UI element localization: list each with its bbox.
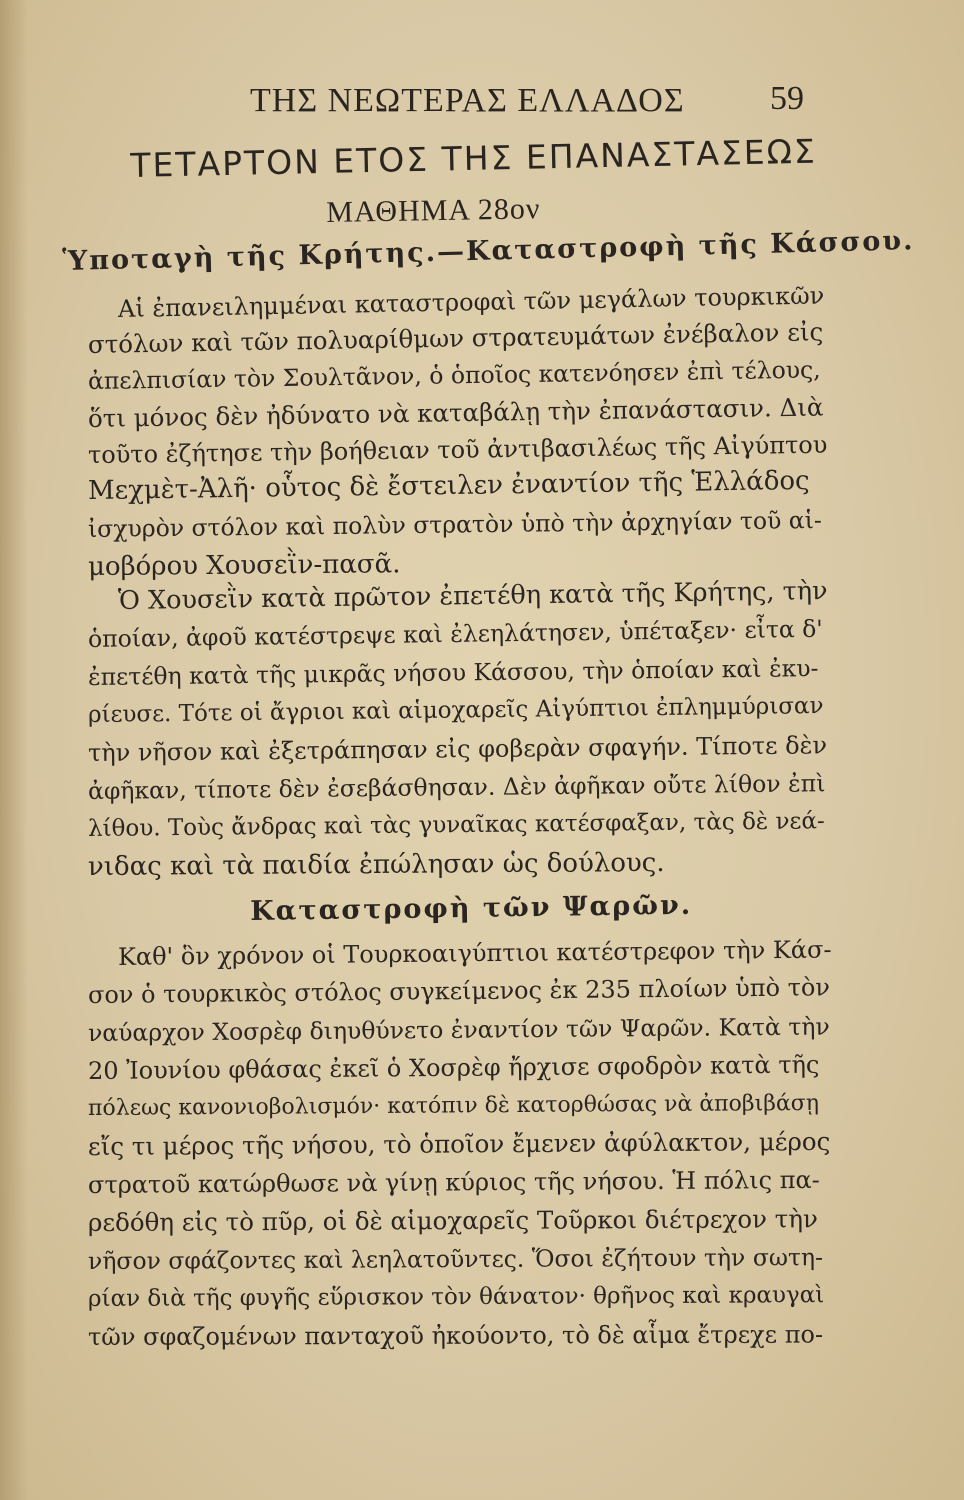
text-line: νιδας καὶ τὰ παιδία ἐπώλησαν ὡς δούλους.: [87, 847, 665, 882]
text-line: στρατοῦ κατώρθωσε νὰ γίνῃ κύριος τῆς νήσου. Ἡ πόλις πα-: [87, 1165, 820, 1199]
running-title: ΤΗΣ ΝΕΩΤΕΡΑΣ ΕΛΛΑΔΟΣ: [250, 82, 685, 119]
text-line: πόλεως κανονιοβολισμόν· κατόπιν δὲ κατορθώσας νὰ ἀποβιβάσῃ: [87, 1090, 820, 1121]
text-line: Ὁ Χουσεῒν κατὰ πρῶτον ἐπετέθη κατὰ τῆς Κρήτης, τὴν: [117, 576, 828, 616]
text-line: στόλων καὶ τῶν πολυαρίθμων στρατευμάτων ἐνέβαλον εἰς: [87, 317, 824, 359]
text-line: ἀπελπισίαν τὸν Σουλτᾶνον, ὁ ὁποῖος κατενόησεν ἐπὶ τέλους,: [87, 355, 821, 395]
text-line: ἐπετέθη κατὰ τῆς μικρᾶς νήσου Κάσσου, τὴν ὁποίαν καὶ ἐκυ-: [87, 654, 819, 691]
text-line: εἴς τι μέρος τῆς νήσου, τὸ ὁποῖον ἔμενεν ἀφύλακτον, μέρος: [87, 1126, 831, 1161]
text-line: Αἱ ἐπανειλημμέναι καταστροφαὶ τῶν μεγάλων τουρκικῶν: [117, 281, 825, 323]
text-line: τῶν σφαζομένων πανταχοῦ ἠκούοντο, τὸ δὲ αἷμα ἔτρεχε πο-: [87, 1320, 824, 1351]
text-line: νῆσον σφάζοντες καὶ λεηλατοῦντες. Ὅσοι ἐζήτουν τὴν σωτη-: [87, 1243, 824, 1275]
section-heading-crete: Ὑποταγὴ τῆς Κρήτης.—Καταστροφὴ τῆς Κάσσου.: [62, 225, 915, 277]
text-line: τὴν νῆσον καὶ ἐξετράπησαν εἰς φοβερὰν σφαγήν. Τίποτε δὲν: [87, 731, 828, 767]
text-line: Μεχμὲτ-Ἀλῆ· οὗτος δὲ ἔστειλεν ἐναντίον τῆς Ἑλλάδος: [87, 465, 810, 506]
text-line: ἀφῆκαν, τίποτε δὲν ἐσεβάσθησαν. Δὲν ἀφῆκαν οὔτε λίθον ἐπὶ: [87, 769, 826, 805]
section-heading-psara: Καταστροφὴ τῶν Ψαρῶν.: [250, 889, 693, 927]
text-line: ἰσχυρὸν στόλον καὶ πολὺν στρατὸν ὑπὸ τὴν ἀρχηγίαν τοῦ αἱ-: [87, 506, 823, 543]
text-line: ρίευσε. Τότε οἱ ἄγριοι καὶ αἱμοχαρεῖς Αἰγύπτιοι ἐπλημμύρισαν: [87, 693, 824, 728]
text-line: ναύαρχον Χοσρὲφ διηυθύνετο ἐναντίον τῶν Ψαρῶν. Κατὰ τὴν: [87, 1012, 830, 1047]
text-line: σον ὁ τουρκικὸς στόλος συγκείμενος ἐκ 235 πλοίων ὑπὸ τὸν: [87, 973, 831, 1009]
text-line: ὁποίαν, ἀφοῦ κατέστρεψε καὶ ἐλεηλάτησεν, ὑπέταξεν· εἶτα δ': [87, 614, 823, 653]
text-line: μοβόρου Χουσεῒν-πασᾶ.: [87, 549, 401, 582]
page-number: 59: [770, 80, 804, 117]
text-line: τοῦτο ἐζήτησε τὴν βοήθειαν τοῦ ἀντιβασιλέως τῆς Αἰγύπτου: [87, 430, 828, 469]
text-line: λίθου. Τοὺς ἄνδρας καὶ τὰς γυναῖκας κατέσφαξαν, τὰς δὲ νεά-: [87, 808, 825, 842]
page-edge-shadow: [0, 0, 28, 1500]
lesson-title: ΜΑΘΗΜΑ 28ον: [326, 192, 541, 229]
text-line: ρίαν διὰ τῆς φυγῆς εὕρισκον τὸν θάνατον· θρῆνος καὶ κραυγαὶ: [87, 1282, 825, 1312]
text-line: Καθ' ὃν χρόνον οἱ Τουρκοαιγύπτιοι κατέστρεφον τὴν Κάσ-: [117, 935, 832, 971]
text-line: ὅτι μόνος δὲν ἠδύνατο νὰ καταβάλῃ τὴν ἐπανάστασιν. Διὰ: [87, 392, 824, 433]
text-line: ρεδόθη εἰς τὸ πῦρ, οἱ δὲ αἱμοχαρεῖς Τοῦρκοι διέτρεχον τὴν: [87, 1204, 818, 1237]
text-line: 20 Ἰουνίου φθάσας ἐκεῖ ὁ Χοσρὲφ ἤρχισε σφοδρὸν κατὰ τῆς: [87, 1050, 820, 1085]
part-title: ΤΕΤΑΡΤΟΝ ΕΤΟΣ ΤΗΣ ΕΠΑΝΑΣΤΑΣΕΩΣ: [130, 131, 818, 185]
